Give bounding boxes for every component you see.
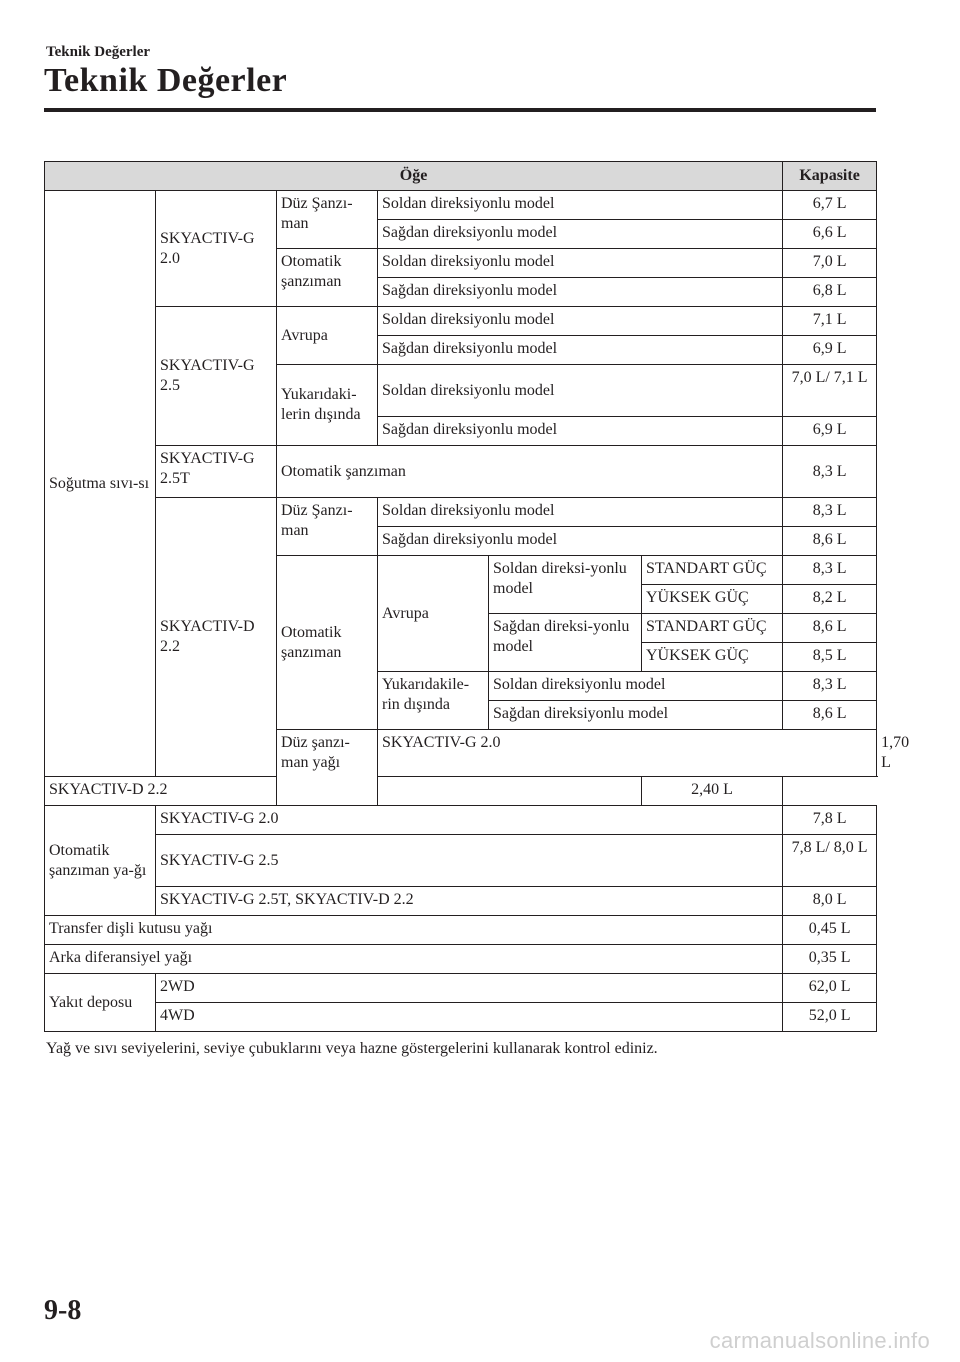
row-description: Sağdan direksiyonlu model [378,278,783,307]
region-others: Yukarıdaki-lerin dışında [277,365,378,446]
row-description: SKYACTIV-G 2.0 [378,730,877,777]
row-description: SKYACTIV-G 2.5 [156,835,783,887]
row-value: 8,3 L [783,556,877,585]
row-value: 0,45 L [783,916,877,945]
auto-oil-label: Otomatik şanzıman ya-ğı [45,806,156,916]
table-row: Düz şanzı-man yağı SKYACTIV-G 2.0 1,70 L [45,730,877,777]
table-row [45,307,877,336]
table-row [45,777,877,806]
table-row [45,1003,877,1032]
row-description: Sağdan direksiyonlu model [378,336,783,365]
title-divider [44,108,876,112]
row-description: Sağdan direksiyonlu model [378,527,783,556]
row-description: Soldan direksiyonlu model [378,191,783,220]
transmission-manual: Düz Şanzı-man [277,191,378,249]
row-description: Transfer dişli kutusu yağı [45,916,783,945]
row-value: 6,9 L [783,336,877,365]
row-description: Sağdan direksiyonlu model [378,220,783,249]
capacity-table [44,161,910,1032]
engine-g25: SKYACTIV-G 2.5 [156,307,277,446]
table-header-row [45,162,877,191]
footnote: Yağ ve sıvı seviyelerini, seviye çubuklarını veya hazne göstergelerini kullanarak kontrol ediniz. [46,1040,658,1057]
column-header-capacity: Kapasite [783,162,877,191]
row-description: Soldan direksiyonlu model [378,307,783,336]
page-title: Teknik Değerler [44,62,288,99]
row-description: Soldan direksiyonlu model [378,498,783,527]
row-value: 7,8 L [783,806,877,835]
row-value: 6,6 L [783,220,877,249]
row-description: 4WD [156,1003,783,1032]
row-value: 7,8 L/ 8,0 L [783,835,877,887]
row-value: 52,0 L [783,1003,877,1032]
row-value: 8,6 L [783,527,877,556]
region-others: Yukarıdakile-rin dışında [378,672,489,730]
table-row [45,974,877,1003]
table-row [45,916,877,945]
row-value: 8,6 L [783,701,877,730]
row-description: Soldan direksiyonlu model [489,672,783,701]
row-value: 8,0 L [783,887,877,916]
table-row [45,806,877,835]
row-description: SKYACTIV-G 2.0 [156,806,783,835]
row-value: 8,3 L [783,498,877,527]
row-value: 6,7 L [783,191,877,220]
table-row [45,945,877,974]
table-row [45,887,877,916]
transmission-manual: Düz Şanzı-man [277,498,378,556]
table-row [45,191,877,220]
row-description: Otomatik şanzıman [277,446,783,498]
row-value: 62,0 L [783,974,877,1003]
power-high: YÜKSEK GÜÇ [642,585,783,614]
row-value: 6,8 L [783,278,877,307]
transmission-auto: Otomatik şanzıman [277,249,378,307]
region-europe: Avrupa [378,556,489,672]
column-header-item: Öğe [45,162,783,191]
row-value: 8,6 L [783,614,877,643]
page-number: 9-8 [44,1295,82,1326]
steering-lhd: Soldan direksi-yonlu model [489,556,642,614]
table-row [45,498,877,527]
engine-g20: SKYACTIV-G 2.0 [156,191,277,307]
coolant-label: Soğutma sıvı-sı [45,191,156,777]
engine-d22: SKYACTIV-D 2.2 [156,498,277,777]
engine-g25t: SKYACTIV-G 2.5T [156,446,277,498]
fuel-tank-label: Yakıt deposu [45,974,156,1032]
power-standard: STANDART GÜÇ [642,556,783,585]
row-description: Soldan direksiyonlu model [378,365,783,417]
row-value: 0,35 L [783,945,877,974]
row-value: 2,40 L [642,777,783,806]
row-description: Arka diferansiyel yağı [45,945,783,974]
row-description: Sağdan direksiyonlu model [378,417,783,446]
watermark: carmanualsonline.info [709,1328,930,1353]
row-value: 7,0 L/ 7,1 L [783,365,877,417]
row-value: 7,0 L [783,249,877,278]
row-description: SKYACTIV-G 2.5T, SKYACTIV-D 2.2 [156,887,783,916]
row-description: Sağdan direksiyonlu model [489,701,783,730]
row-value: 7,1 L [783,307,877,336]
steering-rhd: Sağdan direksi-yonlu model [489,614,642,672]
manual-oil-label: Düz şanzı-man yağı [277,730,378,806]
row-value: 8,2 L [783,585,877,614]
breadcrumb: Teknik Değerler [46,44,151,60]
transmission-auto: Otomatik şanzıman [277,556,378,730]
table-row [45,835,877,887]
region-europe: Avrupa [277,307,378,365]
row-value: 8,5 L [783,643,877,672]
power-high: YÜKSEK GÜÇ [642,643,783,672]
row-value: 6,9 L [783,417,877,446]
row-description: Soldan direksiyonlu model [378,249,783,278]
row-description: SKYACTIV-D 2.2 [45,777,642,806]
power-standard: STANDART GÜÇ [642,614,783,643]
table-row [45,446,877,498]
row-description: 2WD [156,974,783,1003]
row-value: 8,3 L [783,446,877,498]
row-value: 8,3 L [783,672,877,701]
